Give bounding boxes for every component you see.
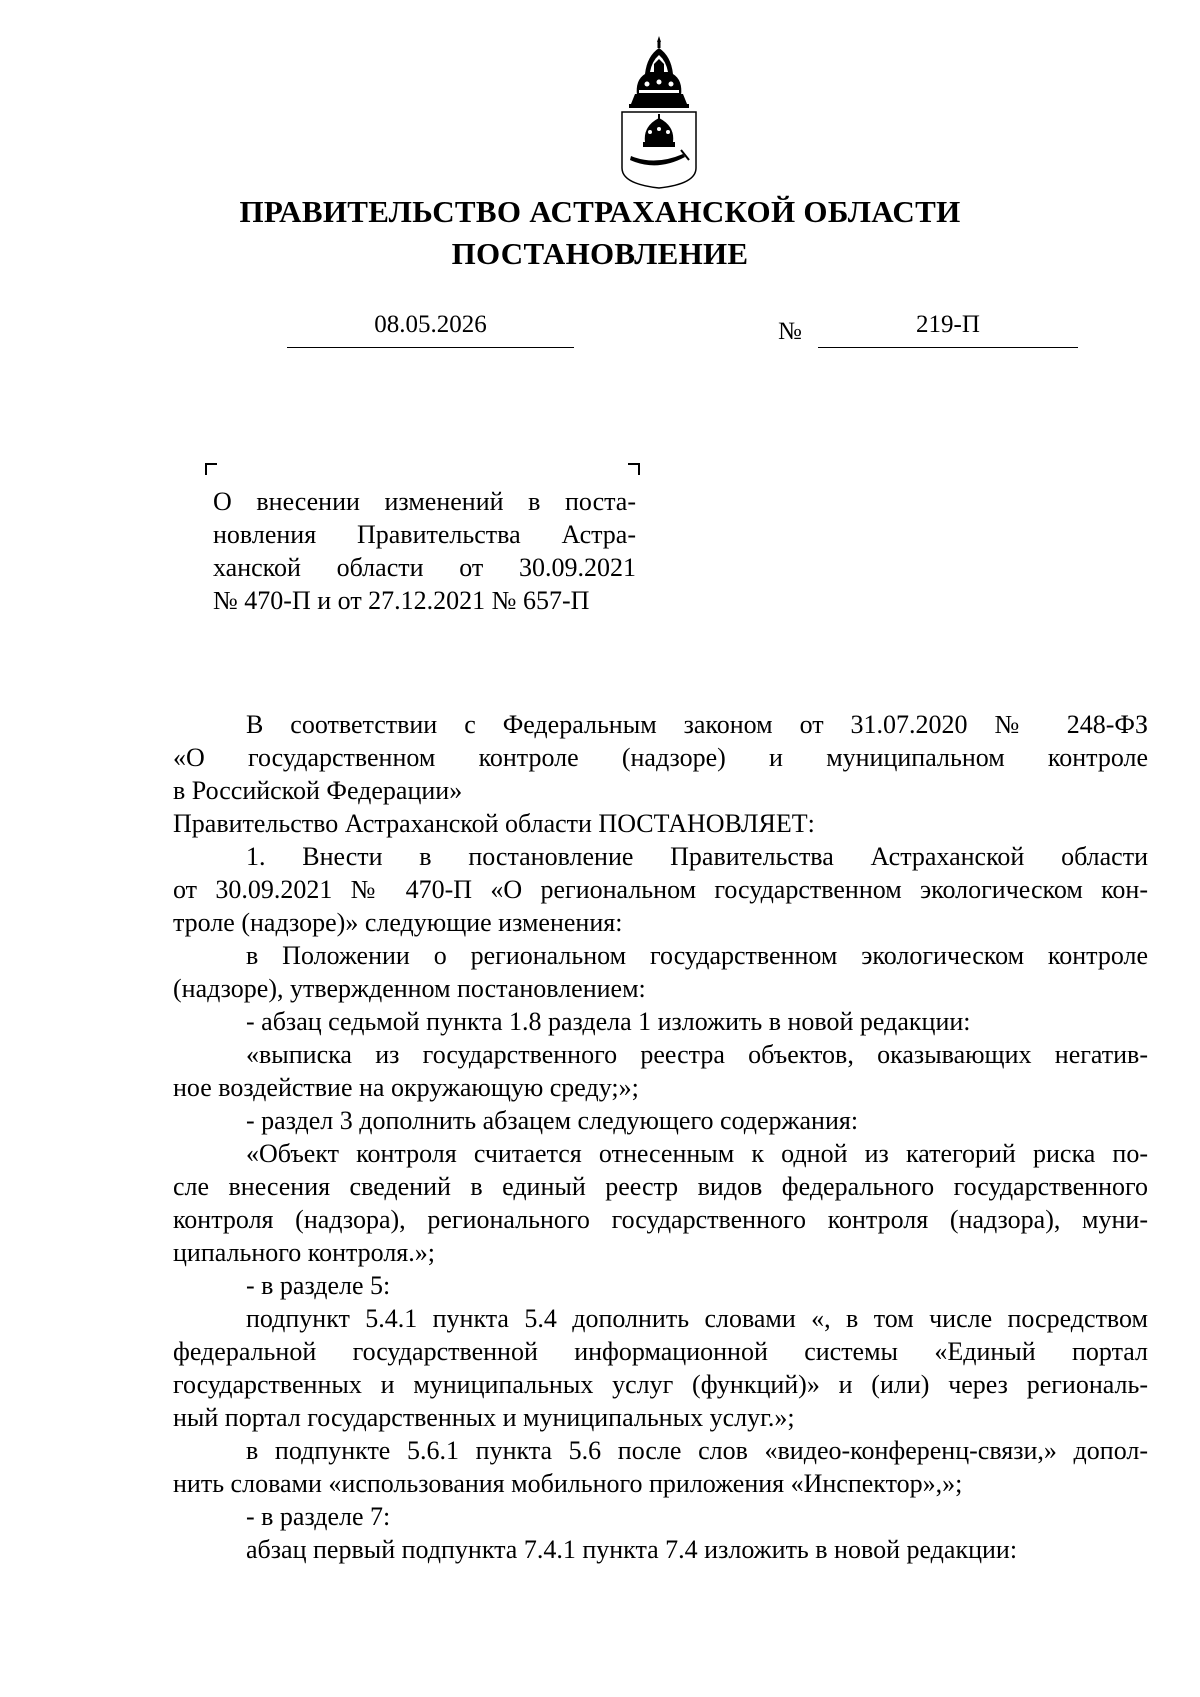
- body-line: «выписка из государственного реестра объектов, оказывающих негатив-: [246, 1040, 1148, 1069]
- document-date: 08.05.2026: [374, 311, 487, 338]
- subject-line: О внесении изменений в поста-: [213, 487, 636, 516]
- number-sign: №: [778, 318, 802, 345]
- organization-name: ПРАВИТЕЛЬСТВО АСТРАХАНСКОЙ ОБЛАСТИ: [239, 194, 961, 229]
- corner-mark-left: [205, 463, 217, 475]
- document-body: [173, 708, 1148, 1566]
- body-line: государственных и муниципальных услуг (функций)» и (или) через региональ-: [173, 1370, 1148, 1399]
- subject-line: № 470-П и от 27.12.2021 № 657-П: [213, 586, 590, 615]
- body-line: Правительство Астраханской области ПОСТАНОВЛЯЕТ:: [173, 809, 815, 838]
- body-line: - в разделе 5:: [246, 1271, 391, 1300]
- body-line: - абзац седьмой пункта 1.8 раздела 1 изложить в новой редакции:: [246, 1007, 971, 1036]
- body-line: федеральной государственной информационной системы «Единый портал: [173, 1337, 1148, 1366]
- document-type: ПОСТАНОВЛЕНИЕ: [451, 236, 749, 271]
- document-subject: [213, 485, 636, 617]
- subject-line: ханской области от 30.09.2021: [213, 553, 636, 582]
- body-line: ное воздействие на окружающую среду;»;: [173, 1073, 639, 1102]
- corner-mark-right: [628, 463, 640, 475]
- body-line: 1. Внести в постановление Правительства Астраханской области: [246, 842, 1148, 871]
- body-line: ципального контроля.»;: [173, 1238, 435, 1267]
- body-line: ный портал государственных и муниципальных услуг.»;: [173, 1403, 795, 1432]
- document-number: 219-П: [916, 311, 980, 338]
- body-line: нить словами «использования мобильного приложения «Инспектор»,»;: [173, 1469, 963, 1498]
- number-underline: [818, 347, 1078, 348]
- body-line: от 30.09.2021 № 470-П «О региональном государственном экологическом кон-: [173, 875, 1148, 904]
- date-underline: [287, 347, 574, 348]
- body-line: в подпункте 5.6.1 пункта 5.6 после слов «видео-конференц-связи,» допол-: [246, 1436, 1148, 1465]
- body-line: контроля (надзора), регионального государственного контроля (надзора), муни-: [173, 1205, 1148, 1234]
- body-line: в Положении о региональном государственном экологическом контроле: [246, 941, 1148, 970]
- body-line: - раздел 3 дополнить абзацем следующего содержания:: [246, 1106, 859, 1135]
- astrakhan-coat-of-arms-icon: [617, 34, 701, 190]
- body-line: «Объект контроля считается отнесенным к одной из категорий риска по-: [246, 1139, 1148, 1168]
- body-line: В соответствии с Федеральным законом от 31.07.2020 № 248-ФЗ: [246, 710, 1148, 739]
- body-line: - в разделе 7:: [246, 1502, 391, 1531]
- body-line: троле (надзоре)» следующие изменения:: [173, 908, 623, 937]
- body-line: в Российской Федерации»: [173, 776, 463, 805]
- body-line: подпункт 5.4.1 пункта 5.4 дополнить словами «, в том числе посредством: [246, 1304, 1148, 1333]
- subject-line: новления Правительства Астра-: [213, 520, 636, 549]
- body-line: «О государственном контроле (надзоре) и муниципальном контроле: [173, 743, 1148, 772]
- body-line: (надзоре), утвержденном постановлением:: [173, 974, 646, 1003]
- body-line: абзац первый подпункта 7.4.1 пункта 7.4 изложить в новой редакции:: [246, 1535, 1018, 1564]
- body-line: сле внесения сведений в единый реестр видов федерального государственного: [173, 1172, 1148, 1201]
